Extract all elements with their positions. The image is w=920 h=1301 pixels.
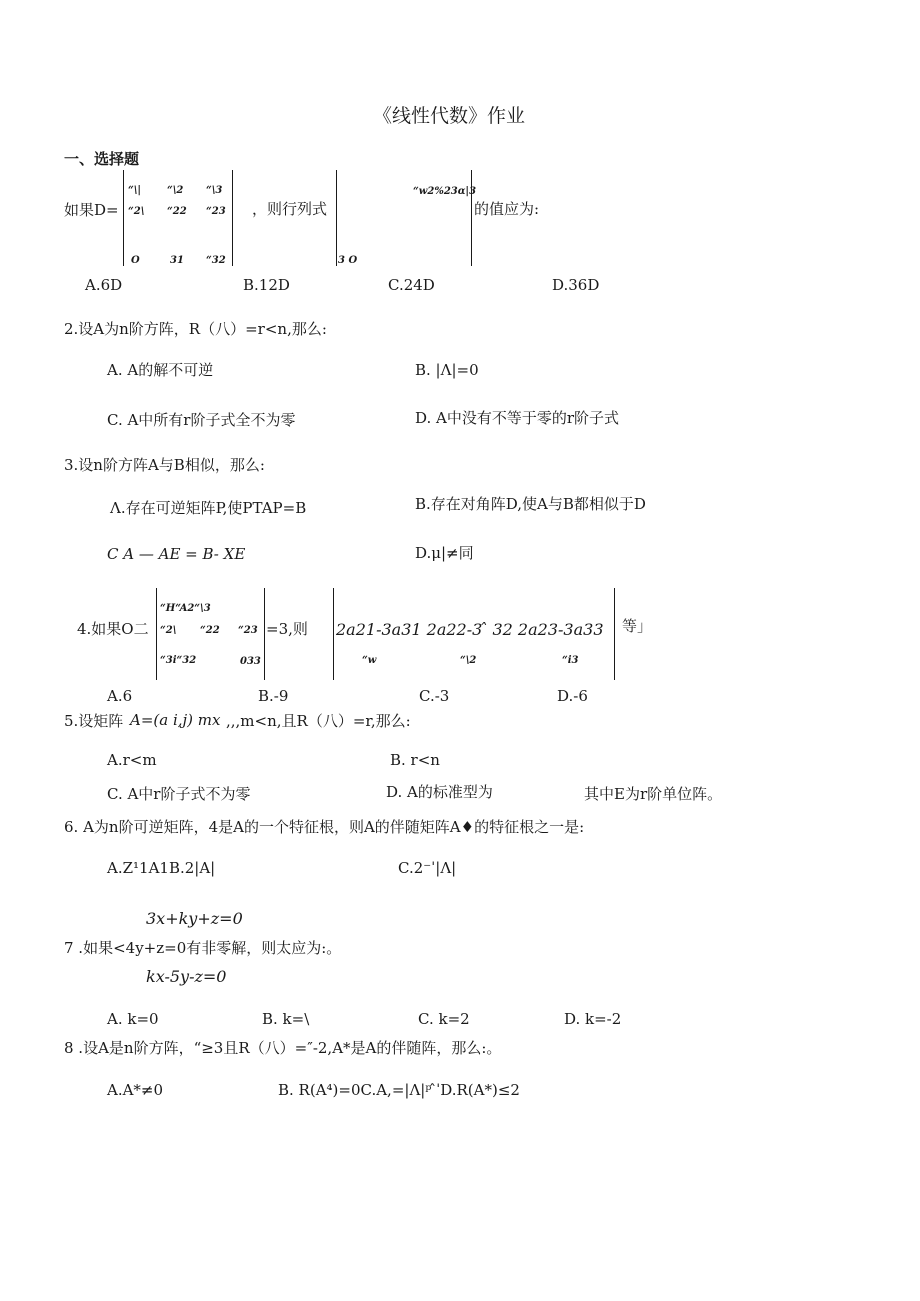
q1-det-right-bar [471, 170, 472, 266]
q4-prefix: 4.如果O二 [77, 620, 149, 638]
page-title: 《线性代数》作业 [373, 105, 526, 127]
q4-m-cell: “22 [200, 625, 220, 636]
q1-det-row3: 3 O [338, 255, 358, 266]
q4-m-cell: “2\ [160, 625, 177, 636]
q1-m-cell: 31 [170, 255, 184, 266]
q3-option-b: B.存在对角阵D,使A与B都相似于D [415, 495, 646, 513]
q1-m-cell: “23 [206, 206, 226, 217]
q7-stem: 7 .如果<4y+z=0有非零解，则太应为:。 [64, 939, 342, 957]
q1-prefix: 如果D= [64, 201, 119, 219]
q1-det-row1: “w2%23α|3 [413, 186, 477, 197]
q7-option-b: B. k=\ [262, 1010, 310, 1028]
q4-det-right-bar [614, 588, 615, 680]
q5-option-a: A.r<m [107, 751, 157, 769]
q2-option-c: C. A中所有r阶子式全不为零 [107, 411, 296, 429]
q5-option-d-tail: 其中E为r阶单位阵。 [584, 785, 723, 803]
q1-option-c: C.24D [388, 276, 435, 294]
q1-m-cell: “\| [128, 185, 142, 196]
q1-m-cell: “\2 [167, 185, 184, 196]
q3-option-d: D.μ|≠同 [415, 544, 474, 562]
q4-option-d: D.-6 [557, 687, 588, 705]
q3-stem: 3.设n阶方阵A与B相似，那么: [64, 456, 265, 474]
q1-m-cell: “\3 [206, 185, 223, 196]
q5-stem-math: A=(a i,j) mx [130, 711, 221, 729]
q1-m-cell: “22 [167, 206, 187, 217]
q5-option-b: B. r<n [390, 751, 440, 769]
q6-stem: 6. A为n阶可逆矩阵，4是A的一个特征根，则A的伴随矩阵A♦的特征根之一是: [64, 818, 585, 836]
q1-det-left-bar [336, 170, 337, 266]
q5-stem-a: 5.设矩阵 [64, 712, 124, 730]
q2-option-a: A. A的解不可逆 [107, 361, 214, 379]
q7-equation-3: kx-5y-z=0 [146, 967, 227, 986]
q8-option-a: A.A*≠0 [107, 1081, 164, 1099]
q1-suffix: 的值应为: [474, 200, 540, 218]
q5-option-d: D. A的标准型为 [386, 783, 493, 801]
q1-option-b: B.12D [243, 276, 290, 294]
q4-det-row2-cell: “w [362, 655, 377, 666]
q4-matrix-left-bar [156, 588, 157, 680]
q5-option-c: C. A中r阶子式不为零 [107, 785, 251, 803]
q1-mid-text: ，则行列式 [252, 200, 328, 218]
q4-mid-text: =3,则 [266, 620, 308, 638]
q2-option-b: B. |Λ|=0 [415, 361, 479, 379]
q4-option-c: C.-3 [419, 687, 450, 705]
q4-det-left-bar [333, 588, 334, 680]
q4-option-b: B.-9 [258, 687, 289, 705]
q3-option-c: C A — AE = B- XE [107, 545, 246, 560]
q4-suffix: 等」 [622, 617, 653, 635]
q2-stem: 2.设A为n阶方阵，R（八）=r<n,那么: [64, 320, 327, 338]
q6-option-ab: A.Z¹1A1B.2|A| [107, 859, 216, 877]
q4-det-row2-cell: “\2 [460, 655, 477, 666]
q7-option-a: A. k=0 [107, 1010, 159, 1028]
q7-equation-1: 3x+ky+z=0 [146, 909, 243, 928]
q4-m-cell: 033 [240, 656, 261, 667]
q4-m-row1: “H“A2“\3 [160, 603, 211, 614]
q3-option-c-clip [107, 545, 407, 560]
q3-option-a: Λ.存在可逆矩阵P,使PTAP=B [110, 499, 307, 517]
q1-matrix-left-bar [123, 170, 124, 266]
q4-m-cell: “3i“32 [160, 655, 197, 666]
q7-option-c: C. k=2 [418, 1010, 470, 1028]
q4-det-row2-cell: “i3 [562, 655, 579, 666]
q8-option-bcd: B. R(A⁴)=0C.A,=|Λ|ᵖ ̂ˈD.R(A*)≤2 [278, 1081, 520, 1099]
q7-option-d: D. k=-2 [564, 1010, 622, 1028]
q1-option-d: D.36D [552, 276, 600, 294]
q4-m-cell: “23 [238, 625, 258, 636]
q8-stem: 8 .设A是n阶方阵，“≥3且R（八）=″-2,A*是A的伴随阵，那么:。 [64, 1039, 502, 1057]
q1-m-cell: “32 [206, 255, 226, 266]
section-heading: 一、选择题 [64, 150, 140, 168]
q4-matrix-right-bar [264, 588, 265, 680]
q4-det-expression: 2a21-3a31 2a22-3 ̂ 32 2a23-3a33 [336, 620, 604, 639]
q1-m-cell: O [131, 255, 140, 266]
q6-option-c: C.2⁻ˈ|Λ| [398, 859, 457, 877]
q5-stem-b: ,,,m<n,且R（八）=r,那么: [226, 712, 411, 730]
q1-matrix-right-bar [232, 170, 233, 266]
q1-m-cell: “2\ [128, 206, 145, 217]
q1-option-a: A.6D [85, 276, 123, 294]
q2-option-d: D. A中没有不等于零的r阶子式 [415, 409, 620, 427]
q4-option-a: A.6 [107, 687, 133, 705]
